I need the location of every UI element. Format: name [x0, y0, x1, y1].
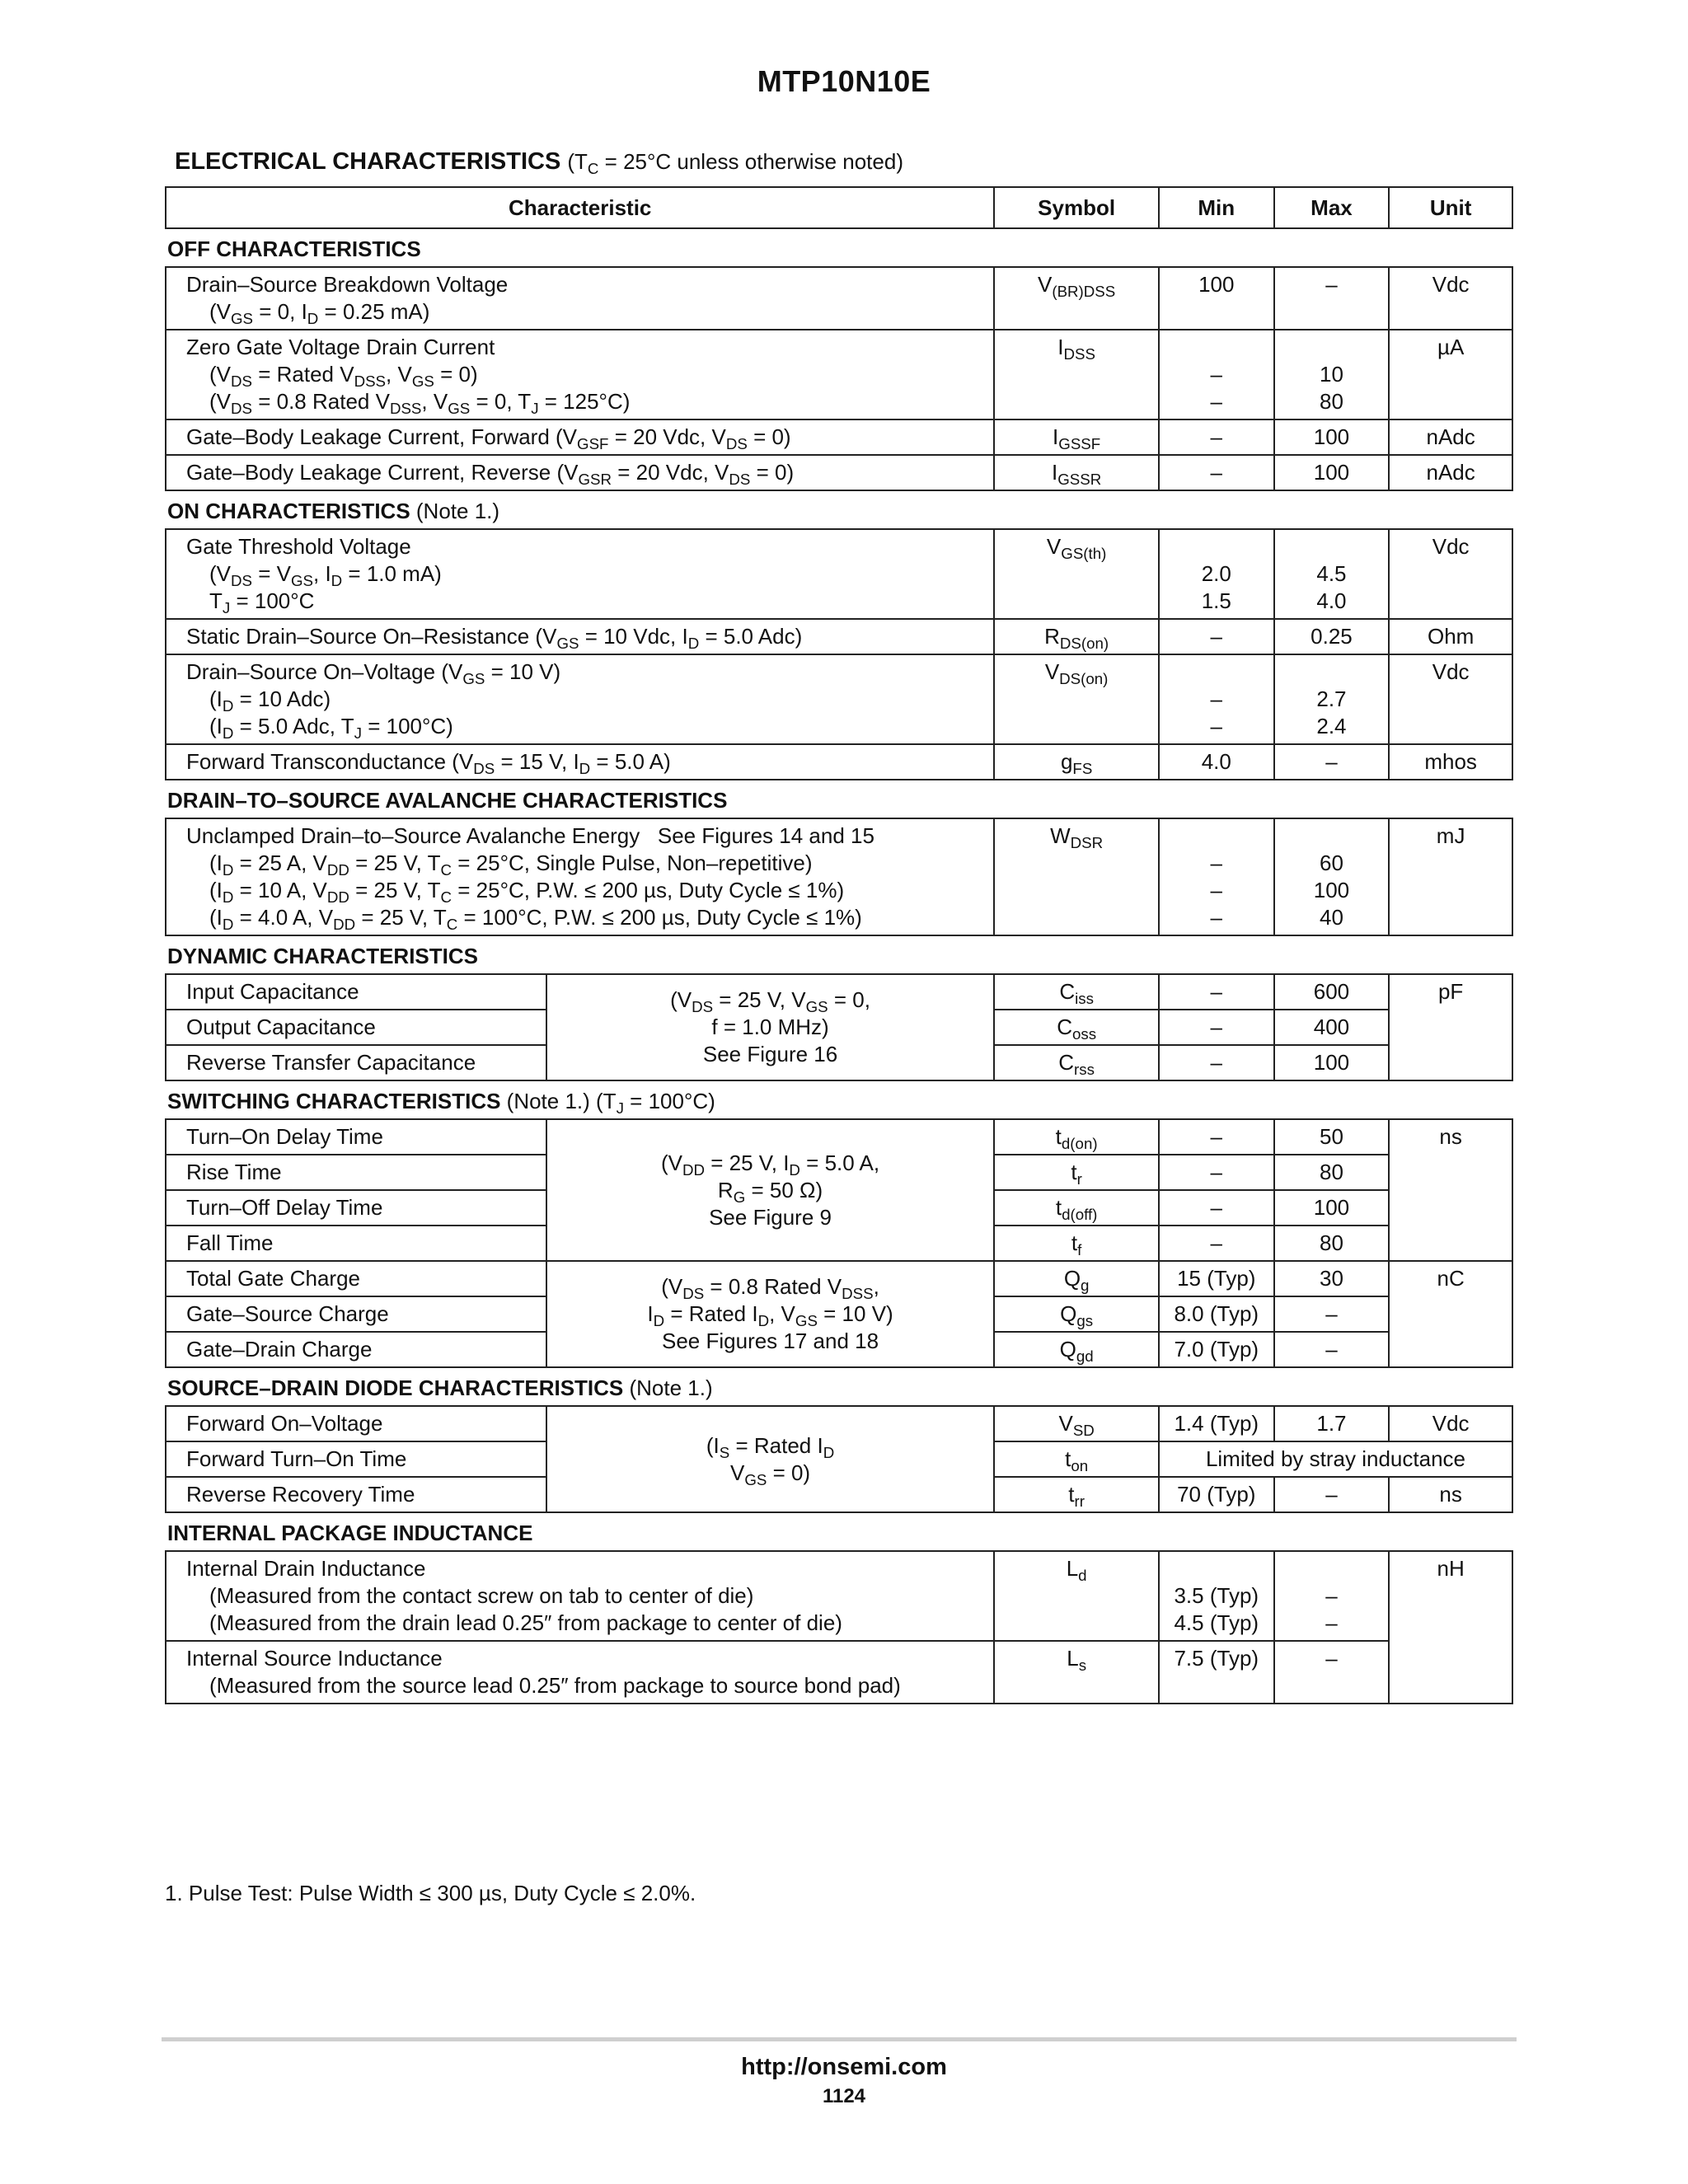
- table-row: Forward Turn–On Time $t_{on}$ Limited by stray inductance: [166, 1441, 1512, 1477]
- table-row: Gate–Body Leakage Current, Reverse ($V_{GSR} = 20$ Vdc, $V_{DS} = 0$) $I_{GSSR}$ – 100 nAdc: [166, 455, 1512, 490]
- header-min: Min: [1159, 187, 1274, 228]
- symbol-cell: $V_{GS(th)}$: [994, 529, 1159, 619]
- test-conditions: ($V_{DD} = 25$ V, $I_D = 5.0$ A, $R_G = 50$ Ω) See Figure 9: [546, 1119, 995, 1261]
- table-row: Turn–Off Delay Time $t_{d(off)}$ – 100: [166, 1190, 1512, 1226]
- test-conditions: ($I_S$ = Rated $I_D$ $V_{GS} = 0$): [546, 1406, 995, 1512]
- table-row: Drain–Source Breakdown Voltage ($V_{GS} = 0$, $I_D = 0.25$ mA) $V_{(BR)DSS}$ 100 – Vdc: [166, 267, 1512, 330]
- electrical-characteristics-table: [165, 186, 1513, 1704]
- table-row: Drain–Source On–Voltage ($V_{GS} = 10$ V) ($I_D = 10$ Adc) ($I_D = 5.0$ Adc, $T_J = 100^\circ C$) $V_{DS(on)}$ – – 2.7 2.4 Vdc: [166, 654, 1512, 744]
- section-off: OFF CHARACTERISTICS: [166, 228, 1512, 267]
- symbol-cell: $W_{DSR}$: [994, 818, 1159, 935]
- test-conditions: ($V_{DS} = 25$ V, $V_{GS} = 0$, f = 1.0 MHz) See Figure 16: [546, 974, 995, 1080]
- table-row: Internal Source Inductance (Measured from the source lead 0.25″ from package to source bond pad) $L_s$ 7.5 (Typ) –: [166, 1641, 1512, 1704]
- table-row: Rise Time $t_r$ – 80: [166, 1155, 1512, 1190]
- table-row: Forward On–Voltage ($I_S$ = Rated $I_D$ $V_{GS} = 0$) $V_{SD}$ 1.4 (Typ) 1.7 Vdc: [166, 1406, 1512, 1441]
- table-header-row: [166, 187, 1512, 228]
- table-row: Turn–On Delay Time ($V_{DD} = 25$ V, $I_D = 5.0$ A, $R_G = 50$ Ω) See Figure 9 $t_{d(on)}$ – 50 ns: [166, 1119, 1512, 1155]
- symbol-cell: $g_{FS}$: [994, 744, 1159, 780]
- header-max: Max: [1274, 187, 1390, 228]
- table-row: Gate–Body Leakage Current, Forward ($V_{GSF} = 20$ Vdc, $V_{DS} = 0$) $I_{GSSF}$ – 100 nAdc: [166, 419, 1512, 455]
- footer-divider: [162, 2037, 1517, 2041]
- table-row: Total Gate Charge ($V_{DS} = 0.8$ Rated $V_{DSS}$, $I_D$ = Rated $I_D$, $V_{GS} = 10$ V) See Figures 17 and 18 $Q_g$ 15 (Typ) 30 nC: [166, 1261, 1512, 1296]
- table-row: Internal Drain Inductance (Measured from the contact screw on tab to center of die) (Measured from the drain lead 0.25″ from package to center of die) $L_d$ 3.5 (Typ) 4.5 (Typ) – – nH: [166, 1551, 1512, 1641]
- symbol-cell: $I_{GSSF}$: [994, 419, 1159, 455]
- table-row: Gate–Drain Charge $Q_{gd}$ 7.0 (Typ) –: [166, 1332, 1512, 1367]
- table-row: Gate Threshold Voltage ($V_{DS} = V_{GS}$, $I_D = 1.0$ mA) $T_J = 100^\circ C$ $V_{GS(th)}$ 2.0 1.5 4.5 4.0 Vdc: [166, 529, 1512, 619]
- section-switching: SWITCHING CHARACTERISTICS (Note 1.) $(T_J = 100^\circ C)$: [166, 1080, 1512, 1119]
- header-symbol: Symbol: [994, 187, 1159, 228]
- table-row: Output Capacitance $C_{oss}$ – 400: [166, 1010, 1512, 1045]
- footnote: 1. Pulse Test: Pulse Width ≤ 300 µs, Duty Cycle ≤ 2.0%.: [165, 1881, 696, 1905]
- section-dynamic: DYNAMIC CHARACTERISTICS: [166, 935, 1512, 974]
- table-row: Input Capacitance ($V_{DS} = 25$ V, $V_{GS} = 0$, f = 1.0 MHz) See Figure 16 $C_{iss}$ – 600 pF: [166, 974, 1512, 1010]
- table-row: Reverse Recovery Time $t_{rr}$ 70 (Typ) – ns: [166, 1477, 1512, 1512]
- section-inductance: INTERNAL PACKAGE INDUCTANCE: [166, 1512, 1512, 1551]
- header-unit: Unit: [1389, 187, 1512, 228]
- table-row: Reverse Transfer Capacitance $C_{rss}$ – 100: [166, 1045, 1512, 1080]
- page-number: 1124: [822, 2085, 866, 2107]
- symbol-cell: $I_{GSSR}$: [994, 455, 1159, 490]
- table-row: Gate–Source Charge $Q_{gs}$ 8.0 (Typ) –: [166, 1296, 1512, 1332]
- section-heading: ELECTRICAL CHARACTERISTICS ($T_C = 25^\circ C$ unless otherwise noted): [175, 148, 903, 177]
- table-row: Fall Time $t_f$ – 80: [166, 1226, 1512, 1261]
- table-row: Zero Gate Voltage Drain Current ($V_{DS}$ = Rated $V_{DSS}$, $V_{GS} = 0$) ($V_{DS} = 0.8$ Rated $V_{DSS}$, $V_{GS} = 0$, $T_J = 125^\circ C$) $I_{DSS}$ – – 10 80 µA: [166, 330, 1512, 419]
- symbol-cell: $V_{(BR)DSS}$: [994, 267, 1159, 330]
- table-row: Unclamped Drain–to–Source Avalanche Energy See Figures 14 and 15 ($I_D = 25$ A, $V_{DD} = 25$ V, $T_C = 25^\circ C$, Single Pulse, Non–repetitive) ($I_D = 10$ A, $V_{DD} = 25$ V, $T_C = 25^\circ C$, P.W. ≤ 200 µs, Duty Cycle ≤ 1%) ($I_D = 4.0$ A, $V_{DD} = 25$ V, $T_C = 100^\circ C$, P.W. ≤ 200 µs, Duty Cycle ≤ 1%) $W_{DSR}$ – – – 60 100 40 mJ: [166, 818, 1512, 935]
- symbol-cell: $R_{DS(on)}$: [994, 619, 1159, 654]
- table-row: Static Drain–Source On–Resistance ($V_{GS} = 10$ Vdc, $I_D = 5.0$ Adc) $R_{DS(on)}$ – 0.25 Ohm: [166, 619, 1512, 654]
- footer-url[interactable]: http://onsemi.com: [741, 2054, 947, 2080]
- test-conditions: ($V_{DS} = 0.8$ Rated $V_{DSS}$, $I_D$ = Rated $I_D$, $V_{GS} = 10$ V) See Figures 17 and 18: [546, 1261, 995, 1367]
- symbol-cell: $I_{DSS}$: [994, 330, 1159, 419]
- section-avalanche: DRAIN–TO–SOURCE AVALANCHE CHARACTERISTICS: [166, 780, 1512, 818]
- header-characteristic: Characteristic: [166, 187, 994, 228]
- symbol-cell: $V_{DS(on)}$: [994, 654, 1159, 744]
- section-on: ON CHARACTERISTICS (Note 1.): [166, 490, 1512, 529]
- page-title: MTP10N10E: [757, 64, 931, 98]
- table-row: Forward Transconductance ($V_{DS} = 15$ V, $I_D = 5.0$ A) $g_{FS}$ 4.0 – mhos: [166, 744, 1512, 780]
- section-diode: SOURCE–DRAIN DIODE CHARACTERISTICS (Note 1.): [166, 1367, 1512, 1406]
